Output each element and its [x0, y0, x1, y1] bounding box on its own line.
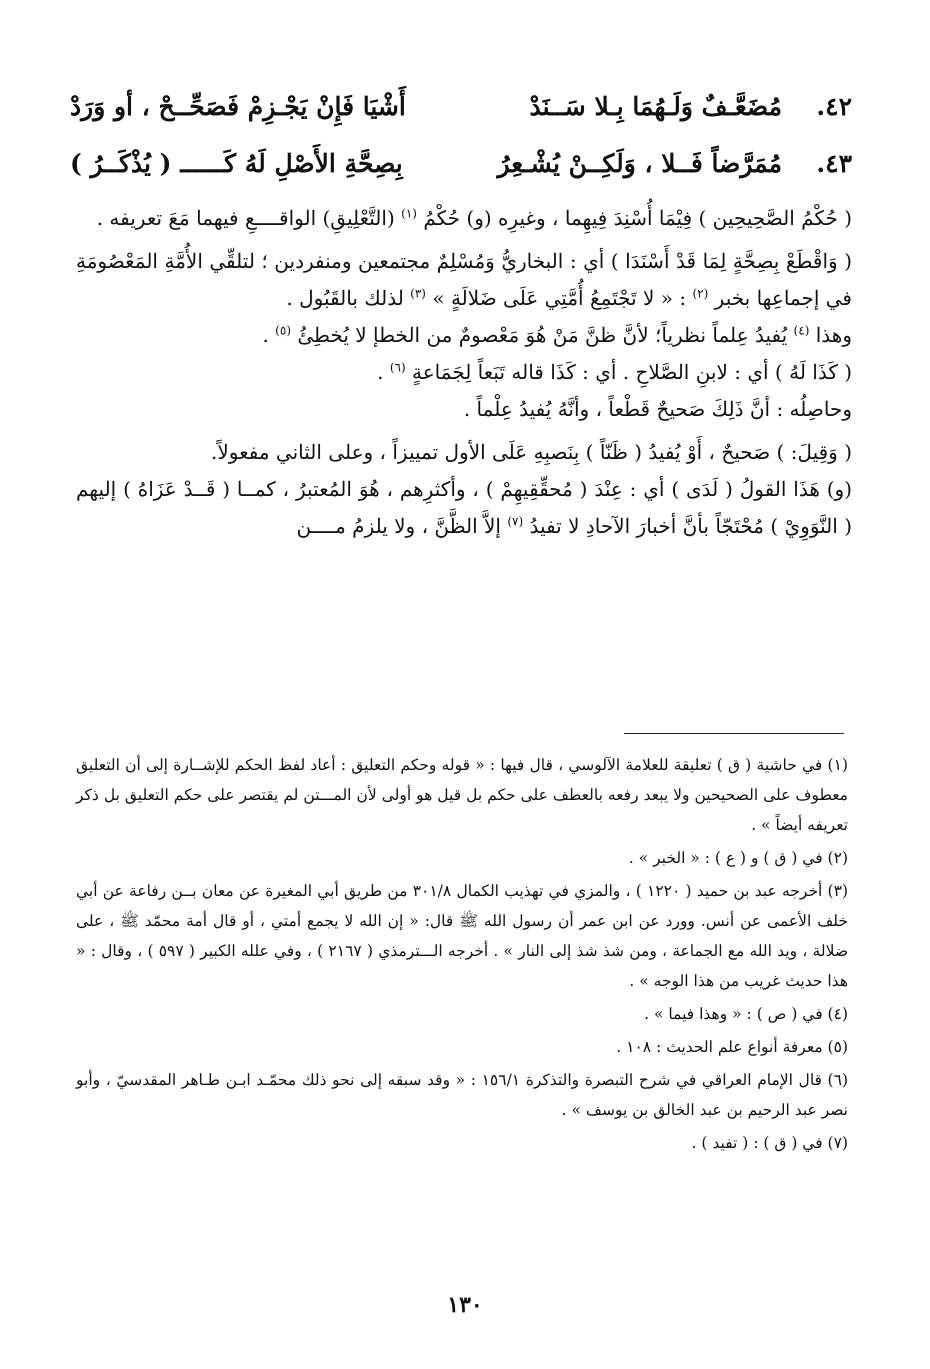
text-run: لذلك بالقَبُول .	[286, 286, 404, 310]
paragraph: ( وَقِيلَ: ) صَحيحٌ ، أَوْ يُفيدُ ( ظَنّاً ) بِنَصبِهِ عَلَى الأول تمييزاً ، وعلى الثاني مفعولاً.	[211, 440, 852, 464]
footnote-ref: (٧)	[507, 514, 524, 529]
verse-hemistich-second: بِصِحَّةِ الأَصْلِ لَهُ كَــــــ ( يُذْكَــرُ )	[70, 148, 403, 178]
text-run: : « لا تَجْتَمِعُ أُمَّتِي عَلَى ضَلالَةٍ »	[432, 286, 687, 310]
footnote: (١) في حاشية ( ق ) تعليقة للعلامة الآلوسي ، قال فيها : « قوله وحكم التعليق : أعاد لفظ الحكم للإشــارة إلى أن التعليق معطوف على الصحيحين ولا يبعد رفعه بالعطف على حكم بل قيل هو أولى لأن المـــتن لم يقتصر على حكم التعليق بل ذكر تعريفه أيضاً » .	[76, 756, 848, 834]
paragraph: وحاصِلُه : أنَّ ذَلِكَ صَحيحٌ قَطْعاً ، وأنَّهُ يُفيدُ عِلْماً .	[463, 397, 852, 421]
verse-hemistich-second: أَشْيَا فَإِنْ يَجْـزِمْ فَصَحِّــحْ ، أو وَرَدْ	[70, 91, 406, 121]
footnote-ref: (٤)	[793, 323, 810, 338]
paragraph	[76, 354, 852, 391]
footnote: (٢) في ( ق ) و ( ع ) : « الخبر » .	[628, 849, 848, 867]
footnote: (٥) معرفة أنواع علم الحديث : ١٠٨ .	[616, 1038, 848, 1056]
verse-line-42	[70, 82, 852, 130]
footnote: (٦) قال الإمام العراقي في شرح التبصرة والتذكرة ١٥٦/١ : « وقد سبقه إلى نحو ذلك محمّـد ابـن طـاهر المقدسيّ ، وأبو نصر عبد الرحيم بن عبد الخالق بن يوسف » .	[76, 1071, 848, 1119]
footnote: (٧) في ( ق ) : ( تفيد ) .	[691, 1134, 848, 1152]
paragraph	[76, 471, 852, 545]
text-run: ( حُكْمُ الصَّحِيحِين ) فِيْمَا أُسْنِدَ فِيهِما ، وغيرِه (و) حُكْمُ	[423, 206, 852, 230]
footnote: (٣) أخرجه عبد بن حميد ( ١٢٢٠ ) ، والمزي في تهذيب الكمال ٣٠١/٨ من طريق أبي المغيرة عن معان بــن رفاعة عن أبي خلف الأعمى عن أنس. وورد عن ابن عمر أن رسول الله ﷺ قال: « إن الله لا يجمع أمتي ، أو قال أمة محمّد ﷺ ، على ضلالة ، ويد الله مع الجماعة ، ومن شذ شذ إلى النار » . أخرجه الـــترمذي ( ٢١٦٧ ) ، وفي علله الكبير ( ٥٩٧ ) ، وقال : « هذا حديث غريب من هذا الوجه » .	[76, 882, 848, 990]
footnote-ref: (٣)	[410, 286, 426, 301]
footnote-separator	[624, 733, 844, 734]
text-run: (التَّعْلِيقِ) الواقــــعِ فيهما مَعَ تعريفه .	[96, 206, 395, 230]
footnote-ref: (١)	[401, 206, 417, 221]
footnote-ref: (٦)	[389, 360, 406, 375]
text-run: ( كَذَا لَهُ ) أي : لابنِ الصَّلاحِ . أي : كَذَا قاله تَبَعاً لِجَمَاعةٍ	[412, 360, 852, 384]
text-run: يُفيدُ عِلماً نظرياً؛ لأنَّ ظنَّ مَنْ هُوَ مَعْصومٌ من الخطإ لا يُخطِئُ	[297, 323, 788, 347]
text-run: ( وَاقْطَعْ بِصِحَّةٍ لِمَا قَدْ أَسْنَدَا ) أي : البخاريُّ وَمُسْلِمٌ مجتمعين ومنفردين ؛ لتلقِّي الأُمَّةِ المَعْصُومَةِ في إجماعِها بخبر	[76, 249, 852, 310]
text-run: .	[377, 360, 384, 384]
footnotes	[76, 750, 848, 1161]
verse-line-43	[70, 139, 852, 187]
text-run: وهذا	[815, 323, 852, 347]
paragraph	[76, 317, 852, 354]
paragraph	[76, 200, 852, 237]
text-run: إلاَّ الظَّنَّ ، ولا يلزمُ مــــن	[296, 514, 501, 538]
verse-hemistich-first: مُضَعَّـفٌ وَلَـهُمَا بِـلا سَــنَدْ	[529, 91, 782, 121]
footnote-ref: (٥)	[275, 323, 291, 338]
footnote-ref: (٢)	[692, 286, 709, 301]
verse-number: ٤٣.	[816, 148, 852, 178]
page-number: ١٣٠	[447, 1292, 483, 1318]
text-run: .	[262, 323, 269, 347]
footnote: (٤) في ( ص ) : « وهذا فيما » .	[644, 1005, 848, 1023]
verse-hemistich-first: مُمَرَّضاً فَــلا ، وَلَكِــنْ يُشْـعِرُ	[497, 148, 782, 178]
paragraph	[76, 243, 852, 317]
verse-number: ٤٢.	[816, 91, 852, 121]
commentary-body	[76, 200, 852, 545]
text-run: (و) هَذَا القولُ ( لَدَى ) أي : عِنْدَ ( مُحقِّقِيهِمْ ) ، وأكثرِهم ، هُوَ المُعتبرُ ، كمــا ( قَــدْ عَزَاهُ ) إليهم ( النَّوَوِيْ ) مُحْتَجّاً بأنَّ أخبارَ الآحادِ لا تفيدُ	[76, 477, 852, 538]
